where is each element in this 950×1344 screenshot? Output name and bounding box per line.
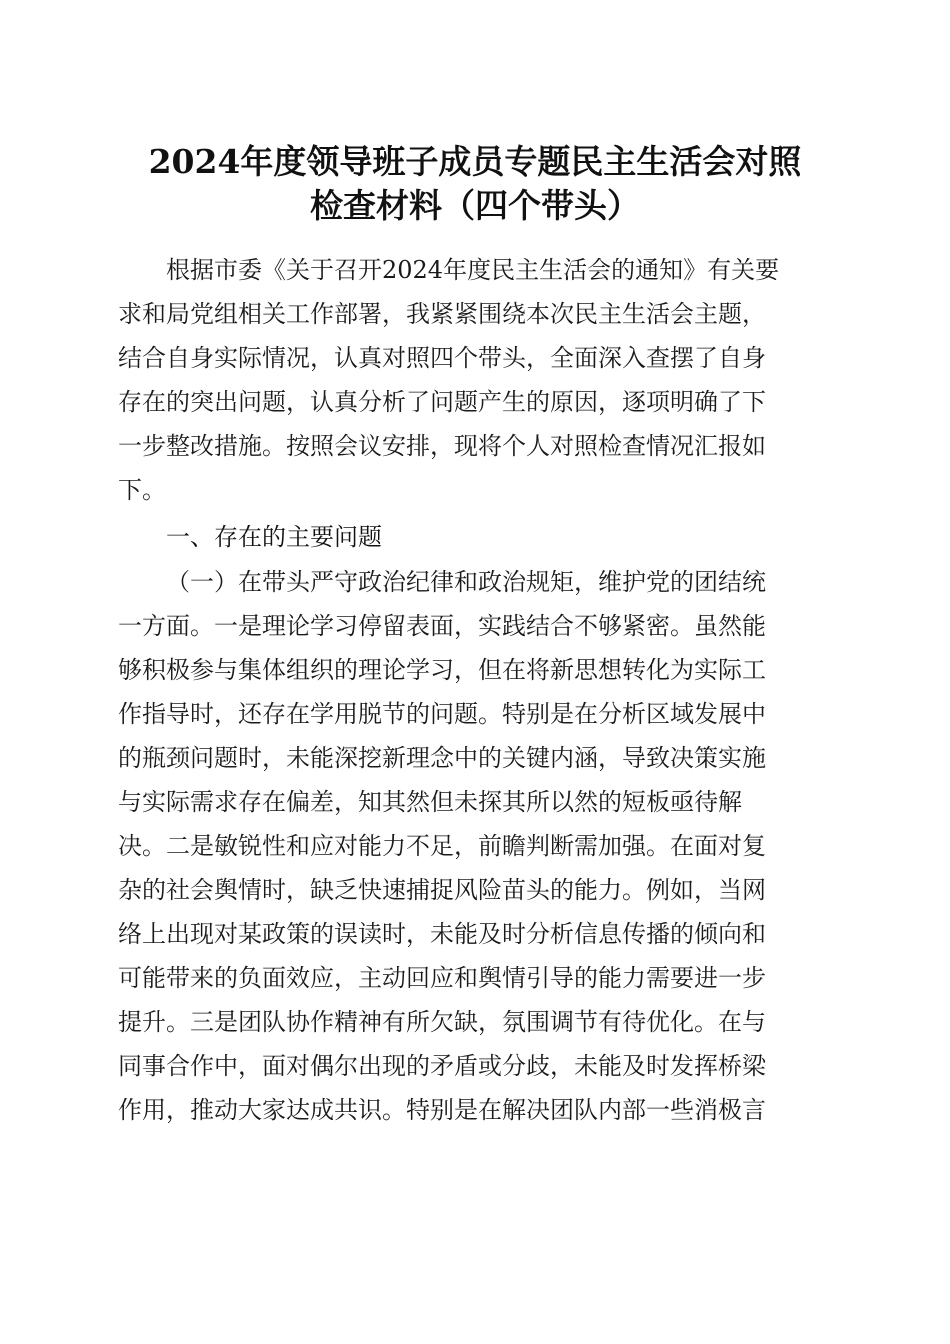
paragraph-line: 够积极参与集体组织的理论学习，但在将新思想转化为实际工 — [118, 656, 766, 684]
paragraph-line: 存在的突出问题，认真分析了问题产生的原因，逐项明确了下 — [118, 388, 766, 416]
paragraph-line: 的瓶颈问题时，未能深挖新理念中的关键内涵，导致决策实施 — [118, 744, 766, 772]
paragraph-line: 同事合作中，面对偶尔出现的矛盾或分歧，未能及时发挥桥梁 — [118, 1052, 766, 1080]
paragraph-line: 络上出现对某政策的误读时，未能及时分析信息传播的倾向和 — [118, 920, 766, 948]
paragraph-line: 决。二是敏锐性和应对能力不足，前瞻判断需加强。在面对复 — [118, 832, 766, 860]
paragraph-line: 结合自身实际情况，认真对照四个带头，全面深入查摆了自身 — [118, 344, 766, 372]
paragraph-line: （一）在带头严守政治纪律和政治规矩，维护党的团结统 — [166, 568, 766, 596]
paragraph-line: 根据市委《关于召开2024年度民主生活会的通知》有关要 — [166, 256, 780, 284]
paragraph-line: 下。 — [118, 476, 166, 504]
paragraph-line: 作指导时，还存在学用脱节的问题。特别是在分析区域发展中 — [118, 700, 766, 728]
paragraph-line: 可能带来的负面效应，主动回应和舆情引导的能力需要进一步 — [118, 964, 766, 992]
paragraph-line: 提升。三是团队协作精神有所欠缺，氛围调节有待优化。在与 — [118, 1008, 766, 1036]
paragraph-line: 一方面。一是理论学习停留表面，实践结合不够紧密。虽然能 — [118, 612, 766, 640]
paragraph-line: 作用，推动大家达成共识。特别是在解决团队内部一些消极言 — [118, 1096, 766, 1124]
document-title-line-1: 2024年度领导班子成员专题民主生活会对照 — [148, 142, 802, 181]
paragraph-line: 一步整改措施。按照会议安排，现将个人对照检查情况汇报如 — [118, 432, 766, 460]
paragraph-line: 杂的社会舆情时，缺乏快速捕捉风险苗头的能力。例如，当网 — [118, 876, 766, 904]
paragraph-line: 与实际需求存在偏差，知其然但未探其所以然的短板亟待解 — [118, 788, 742, 816]
document-title-line-2: 检查材料（四个带头） — [310, 186, 640, 225]
section-heading: 一、存在的主要问题 — [166, 523, 382, 551]
paragraph-line: 求和局党组相关工作部署，我紧紧围绕本次民主生活会主题， — [118, 300, 766, 328]
